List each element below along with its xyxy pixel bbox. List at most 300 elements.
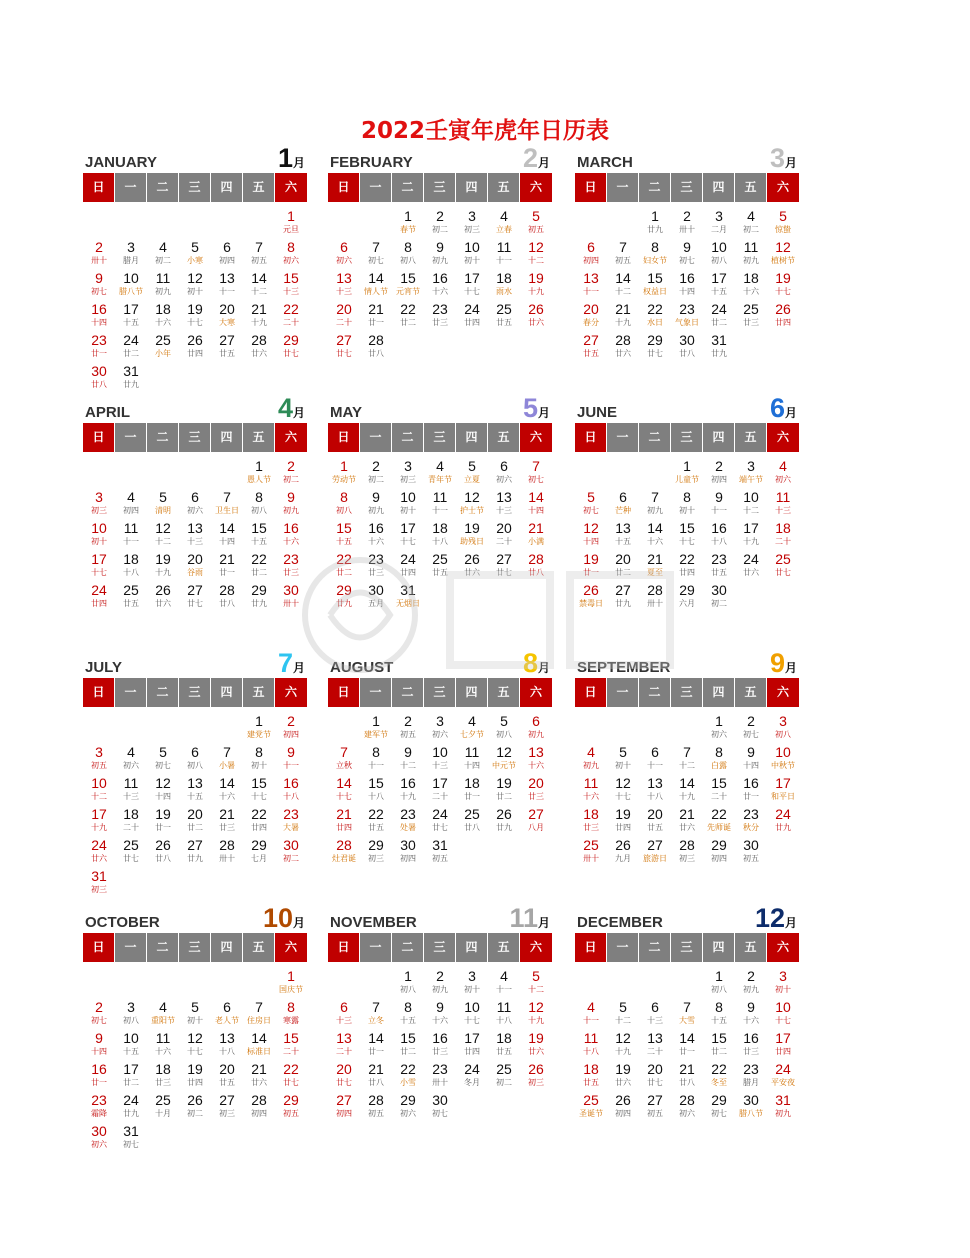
- day-number: 6: [651, 744, 659, 760]
- day-number: 2: [715, 458, 723, 474]
- day-cell: [671, 744, 703, 775]
- lunar-label: 初二: [368, 475, 384, 484]
- day-cell: [83, 1030, 115, 1061]
- day-cell: [639, 332, 671, 363]
- day-number: 28: [679, 1092, 695, 1108]
- day-number: 27: [528, 806, 544, 822]
- day-cell: [179, 520, 211, 551]
- day-number: 31: [123, 1123, 139, 1139]
- day-cell: [328, 458, 360, 489]
- day-cell: [456, 239, 488, 270]
- lunar-label: 初八: [336, 506, 352, 515]
- day-number: 12: [528, 999, 544, 1015]
- lunar-label: 廿五: [432, 568, 448, 577]
- empty-cell: [115, 968, 147, 999]
- day-number: 17: [464, 1030, 480, 1046]
- day-cell: [607, 1092, 639, 1123]
- day-cell: [703, 520, 735, 551]
- day-number: 22: [368, 806, 384, 822]
- day-cell: [735, 806, 767, 837]
- weekday-label: 三: [671, 678, 703, 707]
- day-cell: [520, 458, 552, 489]
- day-cell: [83, 582, 115, 613]
- day-number: 16: [283, 520, 299, 536]
- lunar-label: 初七: [123, 1140, 139, 1149]
- weekday-label: 六: [767, 678, 799, 707]
- lunar-label: 初八: [251, 506, 267, 515]
- day-number: 28: [336, 837, 352, 853]
- lunar-label: 廿一: [743, 792, 759, 801]
- lunar-label: 十四: [743, 761, 759, 770]
- day-cell: [735, 1030, 767, 1061]
- day-cell: [392, 208, 424, 239]
- lunar-label: 青年节: [428, 475, 452, 484]
- day-cell: [520, 744, 552, 775]
- lunar-label: 廿七: [775, 568, 791, 577]
- day-number: 17: [91, 806, 107, 822]
- lunar-label: 卅十: [432, 1078, 448, 1087]
- lunar-label: 大寒: [219, 318, 235, 327]
- lunar-label: 十八: [647, 792, 663, 801]
- weekday-label: 六: [520, 933, 552, 962]
- day-cell: [360, 301, 392, 332]
- lunar-label: 廿九: [336, 599, 352, 608]
- day-cell: [243, 520, 275, 551]
- lunar-label: 初十: [464, 985, 480, 994]
- empty-cell: [243, 968, 275, 999]
- day-number: 6: [191, 744, 199, 760]
- lunar-label: 小暑: [219, 761, 235, 770]
- lunar-label: 十三: [496, 506, 512, 515]
- lunar-label: 初十: [464, 256, 480, 265]
- lunar-label: 十一: [432, 506, 448, 515]
- day-number: 25: [496, 1061, 512, 1077]
- lunar-label: 十六: [155, 318, 171, 327]
- lunar-label: 廿八: [219, 599, 235, 608]
- lunar-label: 十三: [775, 506, 791, 515]
- day-number: 28: [219, 837, 235, 853]
- lunar-label: 廿七: [647, 1078, 663, 1087]
- day-cell: [424, 1030, 456, 1061]
- weekday-label: 日: [328, 423, 360, 452]
- day-cell: [179, 775, 211, 806]
- weekday-label: 四: [456, 173, 488, 202]
- day-number: 23: [400, 806, 416, 822]
- day-number: 2: [747, 713, 755, 729]
- day-number: 5: [159, 489, 167, 505]
- day-number: 30: [283, 582, 299, 598]
- weekday-label: 四: [211, 933, 243, 962]
- day-number: 30: [368, 582, 384, 598]
- day-number: 20: [219, 301, 235, 317]
- day-number: 22: [283, 1061, 299, 1077]
- month-name: NOVEMBER: [330, 914, 417, 931]
- day-cell: [456, 999, 488, 1030]
- day-cell: [488, 775, 520, 806]
- weekday-label: 日: [328, 173, 360, 202]
- day-number: 29: [251, 582, 267, 598]
- lunar-label: 九月: [615, 854, 631, 863]
- lunar-label: 立秋: [336, 761, 352, 770]
- day-cell: [703, 458, 735, 489]
- day-number: 8: [372, 744, 380, 760]
- day-number: 10: [743, 489, 759, 505]
- month-number: 8月: [522, 648, 550, 678]
- day-number: 13: [647, 1030, 663, 1046]
- empty-cell: [607, 458, 639, 489]
- day-number: 13: [187, 520, 203, 536]
- lunar-label: 十五: [251, 537, 267, 546]
- lunar-label: 廿八: [464, 823, 480, 832]
- day-number: 12: [464, 489, 480, 505]
- lunar-label: 二十: [336, 1047, 352, 1056]
- lunar-label: 二月: [711, 225, 727, 234]
- day-cell: [607, 1030, 639, 1061]
- day-cell: [83, 806, 115, 837]
- day-number: 26: [155, 837, 171, 853]
- day-number: 21: [647, 551, 663, 567]
- day-cell: [488, 744, 520, 775]
- empty-cell: [639, 458, 671, 489]
- day-number: 23: [743, 1061, 759, 1077]
- day-number: 27: [187, 837, 203, 853]
- day-number: 21: [615, 301, 631, 317]
- lunar-label: 十一: [368, 761, 384, 770]
- lunar-label: 廿九: [775, 823, 791, 832]
- day-number: 24: [432, 806, 448, 822]
- month-number: 11月: [509, 903, 550, 933]
- day-cell: [735, 301, 767, 332]
- empty-cell: [575, 968, 607, 999]
- lunar-label: 十七: [251, 792, 267, 801]
- lunar-label: 廿四: [464, 318, 480, 327]
- day-number: 6: [223, 999, 231, 1015]
- day-number: 26: [155, 582, 171, 598]
- day-cell: [83, 301, 115, 332]
- day-number: 28: [368, 1092, 384, 1108]
- day-cell: [392, 775, 424, 806]
- day-cell: [275, 332, 307, 363]
- weekday-label: 日: [575, 173, 607, 202]
- day-cell: [703, 806, 735, 837]
- day-number: 4: [500, 208, 508, 224]
- lunar-label: 十八: [583, 1047, 599, 1056]
- lunar-label: 初十: [775, 985, 791, 994]
- day-number: 19: [583, 551, 599, 567]
- lunar-label: 初十: [615, 761, 631, 770]
- weekday-label: 日: [575, 678, 607, 707]
- month-july: [83, 645, 307, 899]
- lunar-label: 春节: [400, 225, 416, 234]
- day-number: 19: [464, 520, 480, 536]
- empty-cell: [83, 458, 115, 489]
- day-number: 1: [372, 713, 380, 729]
- weekday-header: [83, 173, 307, 202]
- day-number: 24: [91, 582, 107, 598]
- lunar-label: 廿一: [219, 568, 235, 577]
- empty-cell: [147, 968, 179, 999]
- lunar-label: 十八: [496, 1016, 512, 1025]
- day-number: 30: [743, 837, 759, 853]
- day-cell: [703, 489, 735, 520]
- day-number: 10: [91, 520, 107, 536]
- empty-cell: [115, 458, 147, 489]
- day-number: 11: [155, 270, 171, 286]
- day-cell: [575, 332, 607, 363]
- lunar-label: 十八: [711, 537, 727, 546]
- lunar-label: 国庆节: [279, 985, 303, 994]
- day-cell: [703, 999, 735, 1030]
- lunar-label: 圣诞节: [579, 1109, 603, 1118]
- day-cell: [115, 332, 147, 363]
- day-number: 9: [404, 744, 412, 760]
- day-number: 19: [496, 775, 512, 791]
- day-cell: [360, 744, 392, 775]
- day-number: 2: [95, 999, 103, 1015]
- day-cell: [147, 1030, 179, 1061]
- weekday-header: [328, 423, 552, 452]
- lunar-label: 廿四: [464, 1047, 480, 1056]
- day-number: 10: [775, 999, 791, 1015]
- lunar-label: 廿四: [187, 349, 203, 358]
- day-number: 17: [743, 520, 759, 536]
- day-cell: [424, 1061, 456, 1092]
- lunar-label: 廿六: [251, 349, 267, 358]
- weekday-label: 二: [392, 933, 424, 962]
- day-cell: [243, 744, 275, 775]
- lunar-label: 十八: [368, 792, 384, 801]
- lunar-label: 十三: [336, 1016, 352, 1025]
- lunar-label: 十七: [464, 1016, 480, 1025]
- lunar-label: 廿六: [679, 823, 695, 832]
- day-number: 10: [400, 489, 416, 505]
- day-cell: [243, 837, 275, 868]
- day-number: 27: [219, 1092, 235, 1108]
- day-cell: [360, 270, 392, 301]
- day-number: 3: [468, 968, 476, 984]
- day-cell: [392, 806, 424, 837]
- day-cell: [115, 1061, 147, 1092]
- month-header: [575, 140, 799, 173]
- lunar-label: 初六: [123, 761, 139, 770]
- lunar-label: 廿二: [187, 823, 203, 832]
- lunar-label: 十七: [775, 287, 791, 296]
- day-number: 4: [127, 744, 135, 760]
- day-cell: [211, 806, 243, 837]
- day-number: 16: [743, 775, 759, 791]
- day-number: 17: [432, 775, 448, 791]
- day-number: 30: [679, 332, 695, 348]
- day-cell: [767, 239, 799, 270]
- day-number: 2: [683, 208, 691, 224]
- day-number: 1: [255, 713, 263, 729]
- day-cell: [456, 806, 488, 837]
- lunar-label: 廿二: [400, 318, 416, 327]
- day-number: 9: [436, 999, 444, 1015]
- lunar-label: 初四: [711, 475, 727, 484]
- day-number: 18: [743, 270, 759, 286]
- day-cell: [147, 520, 179, 551]
- day-number: 11: [432, 489, 448, 505]
- lunar-label: 廿一: [679, 1047, 695, 1056]
- day-number: 8: [287, 239, 295, 255]
- day-cell: [243, 582, 275, 613]
- day-number: 5: [159, 744, 167, 760]
- day-cell: [83, 520, 115, 551]
- lunar-label: 七月: [251, 854, 267, 863]
- day-number: 23: [91, 332, 107, 348]
- month-december: [575, 900, 799, 1123]
- lunar-label: 十六: [432, 1016, 448, 1025]
- day-number: 22: [647, 301, 663, 317]
- lunar-label: 初六: [91, 1140, 107, 1149]
- day-number: 14: [336, 775, 352, 791]
- lunar-label: 二十: [432, 792, 448, 801]
- day-number: 12: [155, 520, 171, 536]
- day-cell: [639, 1061, 671, 1092]
- lunar-label: 廿七: [647, 349, 663, 358]
- day-number: 3: [747, 458, 755, 474]
- weekday-header: [575, 933, 799, 962]
- weekday-label: 日: [83, 933, 115, 962]
- lunar-label: 端午节: [739, 475, 763, 484]
- day-number: 12: [775, 239, 791, 255]
- lunar-label: 初五: [283, 1109, 299, 1118]
- lunar-label: 廿三: [432, 1047, 448, 1056]
- day-cell: [575, 744, 607, 775]
- day-number: 20: [187, 551, 203, 567]
- weekday-label: 三: [424, 423, 456, 452]
- lunar-label: 廿九: [123, 380, 139, 389]
- weekday-label: 六: [767, 423, 799, 452]
- lunar-label: 廿七: [283, 349, 299, 358]
- lunar-label: 廿七: [336, 1078, 352, 1087]
- lunar-label: 廿一: [368, 318, 384, 327]
- day-cell: [488, 301, 520, 332]
- day-cell: [639, 301, 671, 332]
- lunar-label: 廿九: [496, 823, 512, 832]
- day-cell: [735, 775, 767, 806]
- lunar-label: 十七: [775, 1016, 791, 1025]
- day-number: 9: [683, 239, 691, 255]
- day-cell: [767, 744, 799, 775]
- day-number: 3: [715, 208, 723, 224]
- day-number: 24: [123, 1092, 139, 1108]
- day-cell: [392, 239, 424, 270]
- lunar-label: 十三: [283, 287, 299, 296]
- lunar-label: 权益日: [643, 287, 667, 296]
- lunar-label: 初六: [187, 506, 203, 515]
- lunar-label: 芒种: [615, 506, 631, 515]
- day-number: 25: [432, 551, 448, 567]
- lunar-label: 廿七: [432, 823, 448, 832]
- day-cell: [703, 551, 735, 582]
- day-number: 26: [583, 582, 599, 598]
- lunar-label: 十五: [336, 537, 352, 546]
- day-grid: [83, 968, 307, 1154]
- weekday-label: 一: [360, 173, 392, 202]
- day-cell: [424, 999, 456, 1030]
- day-number: 1: [683, 458, 691, 474]
- lunar-label: 谷雨: [187, 568, 203, 577]
- lunar-label: 腊月: [743, 1078, 759, 1087]
- lunar-label: 十八: [219, 1047, 235, 1056]
- lunar-label: 十一: [123, 537, 139, 546]
- day-cell: [243, 301, 275, 332]
- lunar-label: 十一: [583, 1016, 599, 1025]
- lunar-label: 十一: [496, 256, 512, 265]
- empty-cell: [575, 713, 607, 744]
- lunar-label: 廿八: [155, 854, 171, 863]
- day-number: 7: [532, 458, 540, 474]
- day-number: 28: [647, 582, 663, 598]
- day-number: 13: [219, 270, 235, 286]
- day-number: 31: [775, 1092, 791, 1108]
- day-cell: [243, 489, 275, 520]
- month-name: DECEMBER: [577, 914, 663, 931]
- day-number: 29: [679, 582, 695, 598]
- empty-cell: [639, 968, 671, 999]
- month-march: [575, 140, 799, 363]
- day-cell: [328, 806, 360, 837]
- day-number: 14: [528, 489, 544, 505]
- day-cell: [392, 1061, 424, 1092]
- day-number: 29: [647, 332, 663, 348]
- day-number: 7: [372, 239, 380, 255]
- day-number: 4: [127, 489, 135, 505]
- day-cell: [392, 458, 424, 489]
- lunar-label: 十七: [187, 318, 203, 327]
- lunar-label: 十一: [647, 761, 663, 770]
- day-cell: [360, 489, 392, 520]
- day-number: 9: [747, 999, 755, 1015]
- lunar-label: 和平日: [771, 792, 795, 801]
- lunar-label: 廿六: [615, 349, 631, 358]
- day-number: 11: [123, 520, 139, 536]
- lunar-label: 十九: [743, 537, 759, 546]
- day-number: 15: [251, 520, 267, 536]
- day-number: 13: [336, 1030, 352, 1046]
- empty-cell: [211, 208, 243, 239]
- day-number: 9: [287, 744, 295, 760]
- empty-cell: [179, 458, 211, 489]
- day-number: 3: [404, 458, 412, 474]
- month-header: [328, 900, 552, 933]
- weekday-label: 二: [147, 933, 179, 962]
- day-number: 16: [432, 270, 448, 286]
- day-cell: [360, 775, 392, 806]
- day-cell: [211, 744, 243, 775]
- lunar-label: 平安夜: [771, 1078, 795, 1087]
- lunar-label: 护士节: [460, 506, 484, 515]
- lunar-label: 十五: [615, 537, 631, 546]
- weekday-label: 五: [243, 678, 275, 707]
- day-number: 11: [583, 775, 599, 791]
- day-number: 16: [711, 520, 727, 536]
- day-number: 2: [436, 208, 444, 224]
- day-cell: [211, 551, 243, 582]
- empty-cell: [179, 208, 211, 239]
- lunar-label: 初二: [155, 256, 171, 265]
- lunar-label: 十五: [711, 287, 727, 296]
- day-number: 24: [400, 551, 416, 567]
- day-cell: [671, 837, 703, 868]
- day-number: 22: [711, 806, 727, 822]
- day-cell: [211, 270, 243, 301]
- month-name: MAY: [330, 404, 362, 421]
- day-cell: [671, 239, 703, 270]
- day-cell: [639, 744, 671, 775]
